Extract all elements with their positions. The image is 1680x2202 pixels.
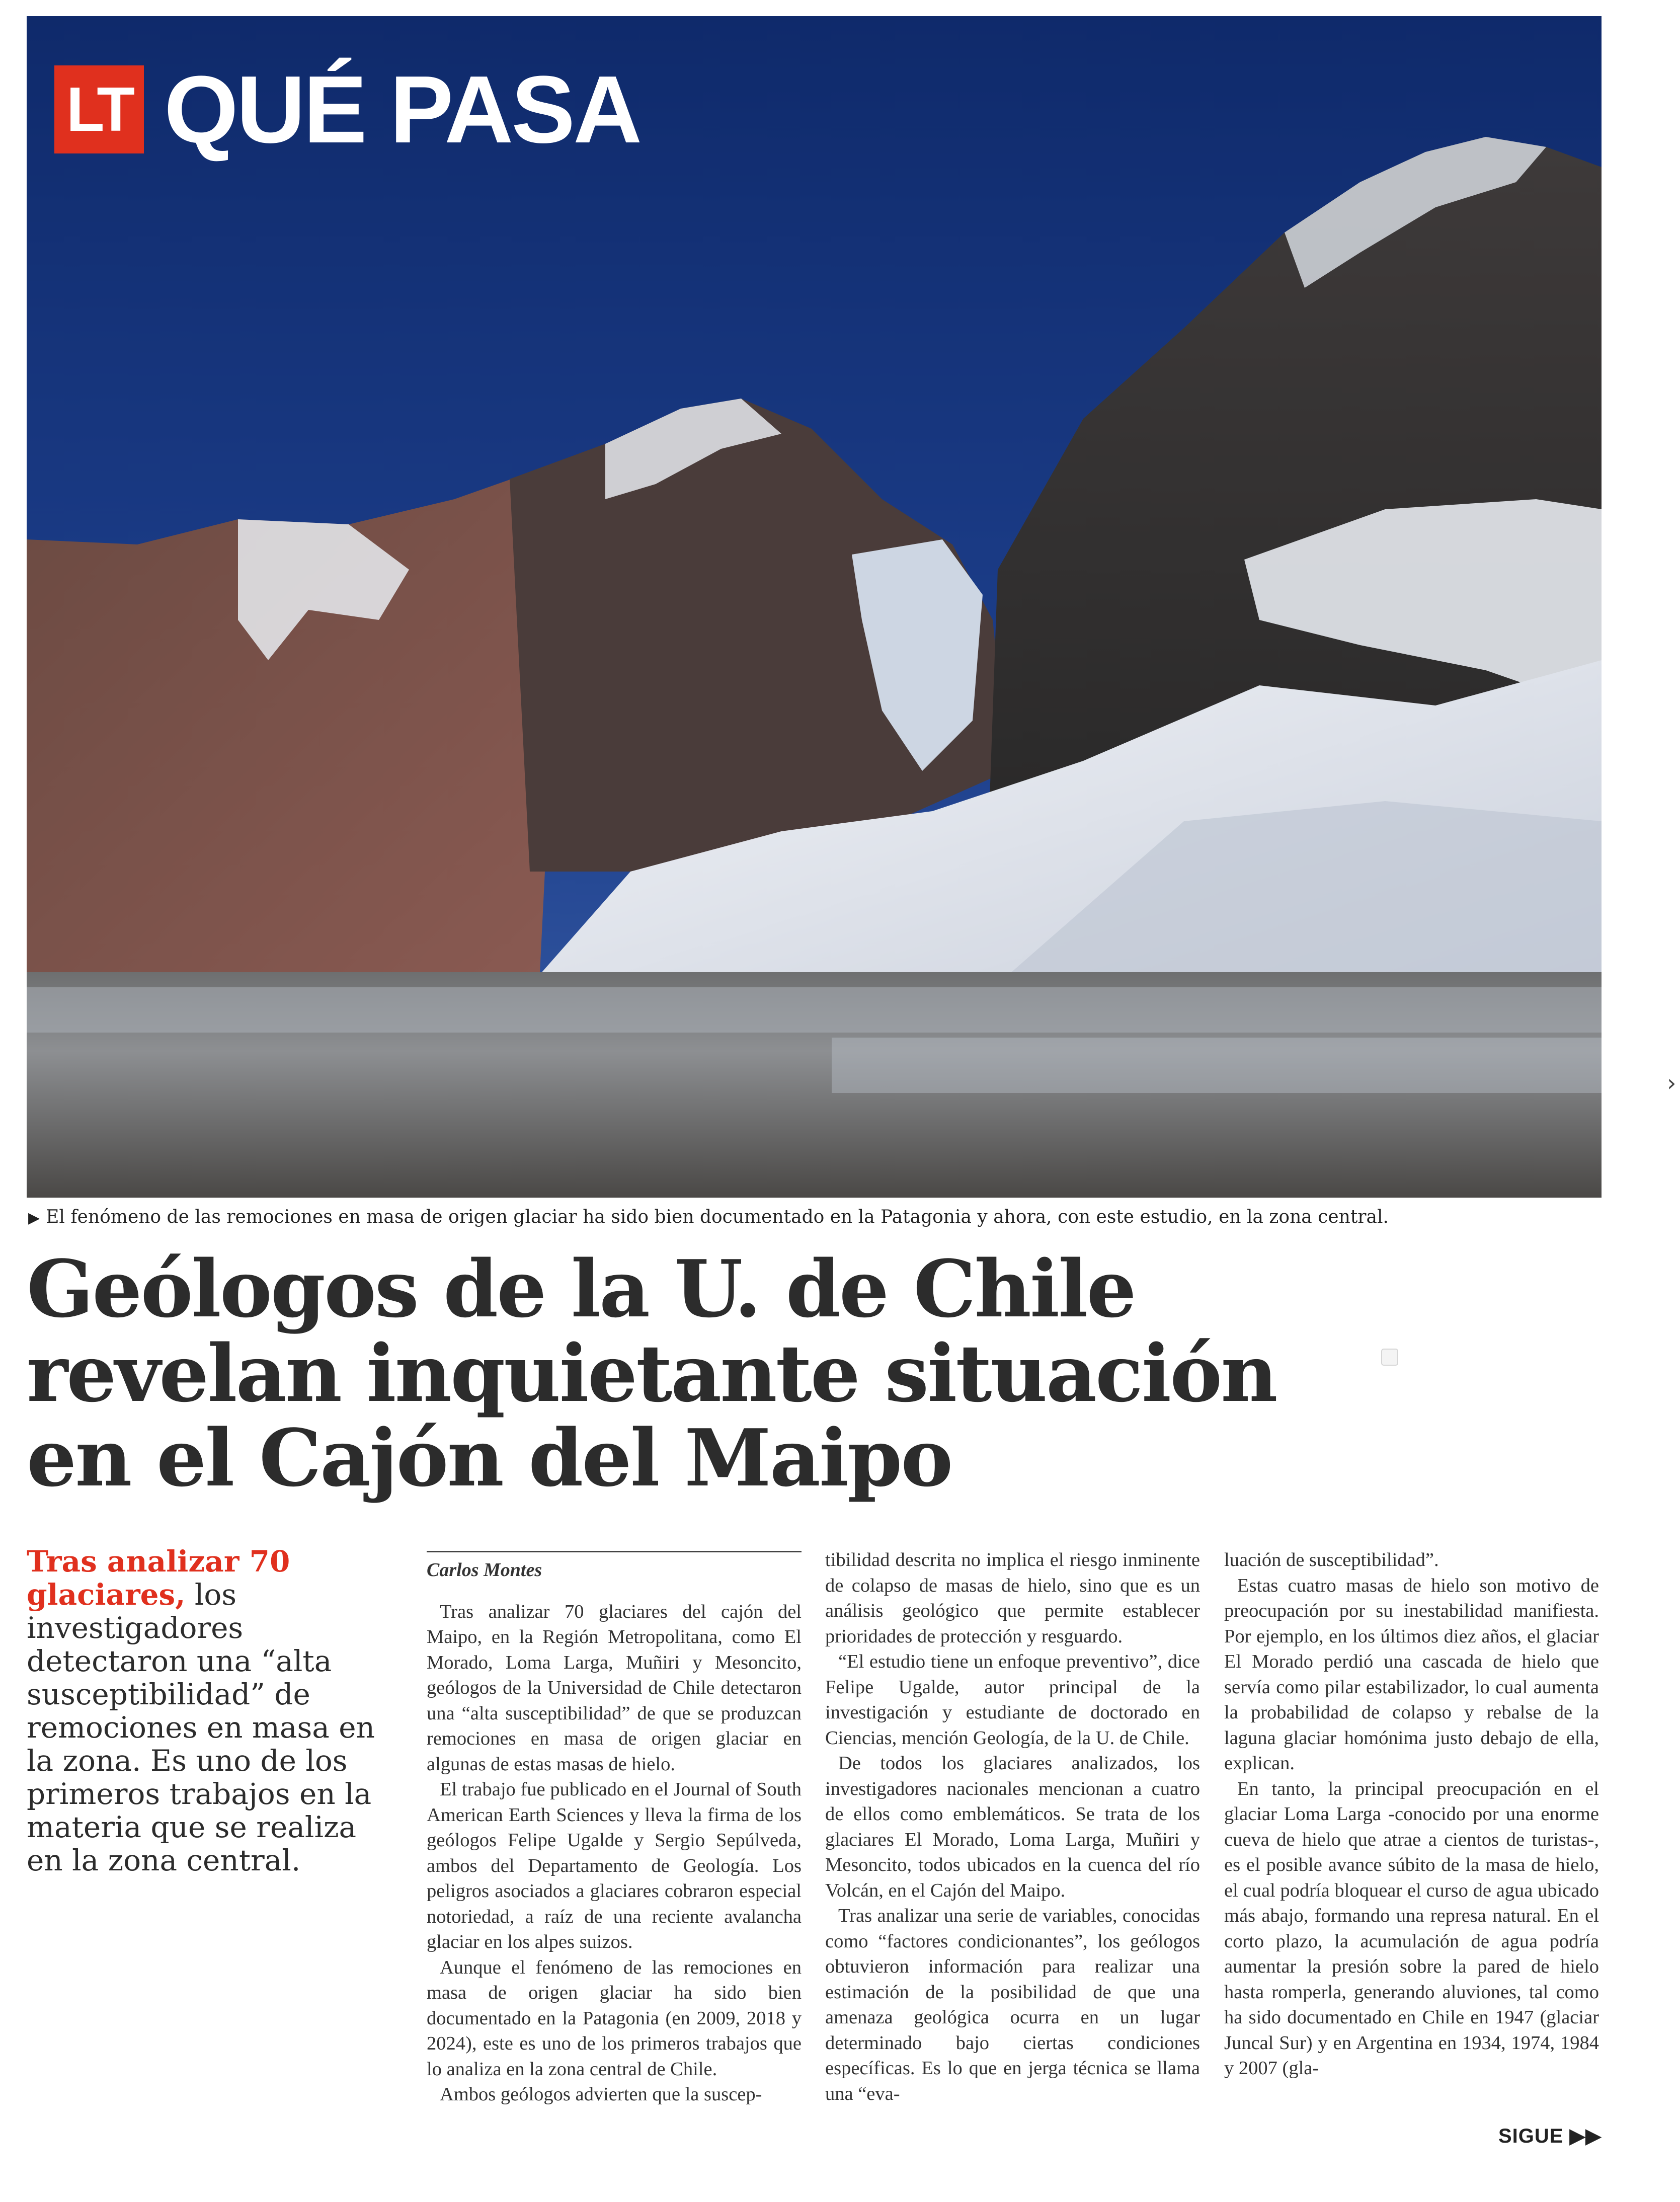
paragraph: Aunque el fenómeno de las remociones en masa de origen glaciar ha sido bien documentado en la Patagonia (en 2009, 2018 y 2024), este es uno de los primeros trabajos que lo analiza en la zona central de Chile. [427,1956,802,2080]
article-column-3 [1224,1547,1599,2081]
article-column-2 [825,1547,1200,2106]
next-page-arrow-icon[interactable]: › [1667,1069,1676,1096]
caption-text: El fenómeno de las remociones en masa de origen glaciar ha sido bien documentado en la Patagonia y ahora, con este estudio, en la zona central. [46,1207,1389,1227]
lt-logo-mark: LT [54,65,144,153]
lead-text: los investigadores detectaron una “alta susceptibilidad” de remociones en masa en la zona. Es uno de los primeros trabajos en la materia que se realiza en la zona central. [27,1578,375,1877]
continue-label: SIGUE ▶▶ [1498,2125,1602,2147]
headline-line: Geólogos de la U. de Chile [27,1243,1135,1335]
section-name: QUÉ PASA [164,56,641,163]
article-lead [27,1545,399,1877]
paragraph: Tras analizar 70 glaciares del cajón del Maipo, en la Región Metropolitana, como El Morado, Loma Larga, Muñiri y Mesoncito, geólogos de la Universidad de Chile detectaron una “alta susceptibilidad” de que se produzcan remociones en masa de origen glaciar en algunas de estas masas de hielo. [427,1601,802,1775]
headline-line: en el Cajón del Maipo [27,1412,952,1504]
caption-marker-icon: ▶ [28,1209,40,1227]
small-square-icon [1381,1349,1398,1366]
paragraph: Estas cuatro masas de hielo son motivo de preocupación por su inestabilidad manifiesta. Por ejemplo, en los últimos diez años, el glaciar El Morado perdió una cascada de hielo que servía como pilar estabilizador, lo cual aumenta la probabilidad de colapso y rebalse de la laguna glaciar homónima justo debajo de ella, explican. [1224,1575,1599,1774]
paragraph: Ambos geólogos advierten que la suscep- [440,2084,762,2105]
paragraph: “El estudio tiene un enfoque preventivo”, dice Felipe Ugalde, autor principal de la investigación y estudiante de doctorado en Ciencias, mención Geología, de la U. de Chile. [825,1651,1200,1749]
article-photo [27,16,1602,1198]
paragraph: luación de susceptibilidad”. [1224,1549,1439,1570]
author-byline: Carlos Montes [427,1551,802,1588]
photo-caption [28,1207,1598,1227]
article-column-1 [427,1551,802,2107]
lead-highlight: Tras analizar 70 glaciares, [27,1544,290,1612]
article-headline [27,1243,1276,1504]
paragraph: De todos los glaciares analizados, los investigadores nacionales mencionan a cuatro de ellos como emblemáticos. Se trata de los glaciares El Morado, Loma Larga, Muñiri y Mesoncito, todos ubicados en la cuenca del río Volcán, en el Cajón del Maipo. [825,1753,1200,1901]
paragraph: tibilidad descrita no implica el riesgo inminente de colapso de masas de hielo, sino que es un análisis geológico que permite establecer prioridades de protección y resguardo. [825,1549,1200,1647]
mountain-lake-illustration [27,16,1602,1198]
paragraph: En tanto, la principal preocupación en el glaciar Loma Larga -conocido por una enorme cueva de hielo que atrae a cientos de turistas-, es el posible avance súbito de la masa de hielo, el cual podría bloquear el curso de agua ubicado más abajo, formando una represa natural. En el corto plazo, la acumulación de agua podría aumentar la presión sobre la pared de hielo hasta romperla, generando aluviones, tal como ha sido documentado en Chile en 1947 (glaciar Juncal Sur) y en Argentina en 1934, 1974, 1984 y 2007 (gla- [1224,1778,1599,2079]
paragraph: El trabajo fue publicado en el Journal of South American Earth Sciences y lleva la firma de los geólogos Felipe Ugalde y Sergio Sepúlveda, ambos del Departamento de Geología. Los peligros asociados a glaciares cobraron especial notoriedad, a raíz de una reciente avalancha glaciar en los alpes suizos. [427,1779,802,1952]
paragraph: Tras analizar una serie de variables, conocidas como “factores condicionantes”, los geólogos obtuvieron información para realizar una estimación de la posibilidad de que una amenaza geológica ocurra en un lugar determinado bajo ciertas condiciones específicas. Es lo que en jerga técnica se llama una “eva- [825,1905,1200,2104]
headline-line: revelan inquietante situación [27,1327,1276,1420]
section-logo [54,56,641,163]
